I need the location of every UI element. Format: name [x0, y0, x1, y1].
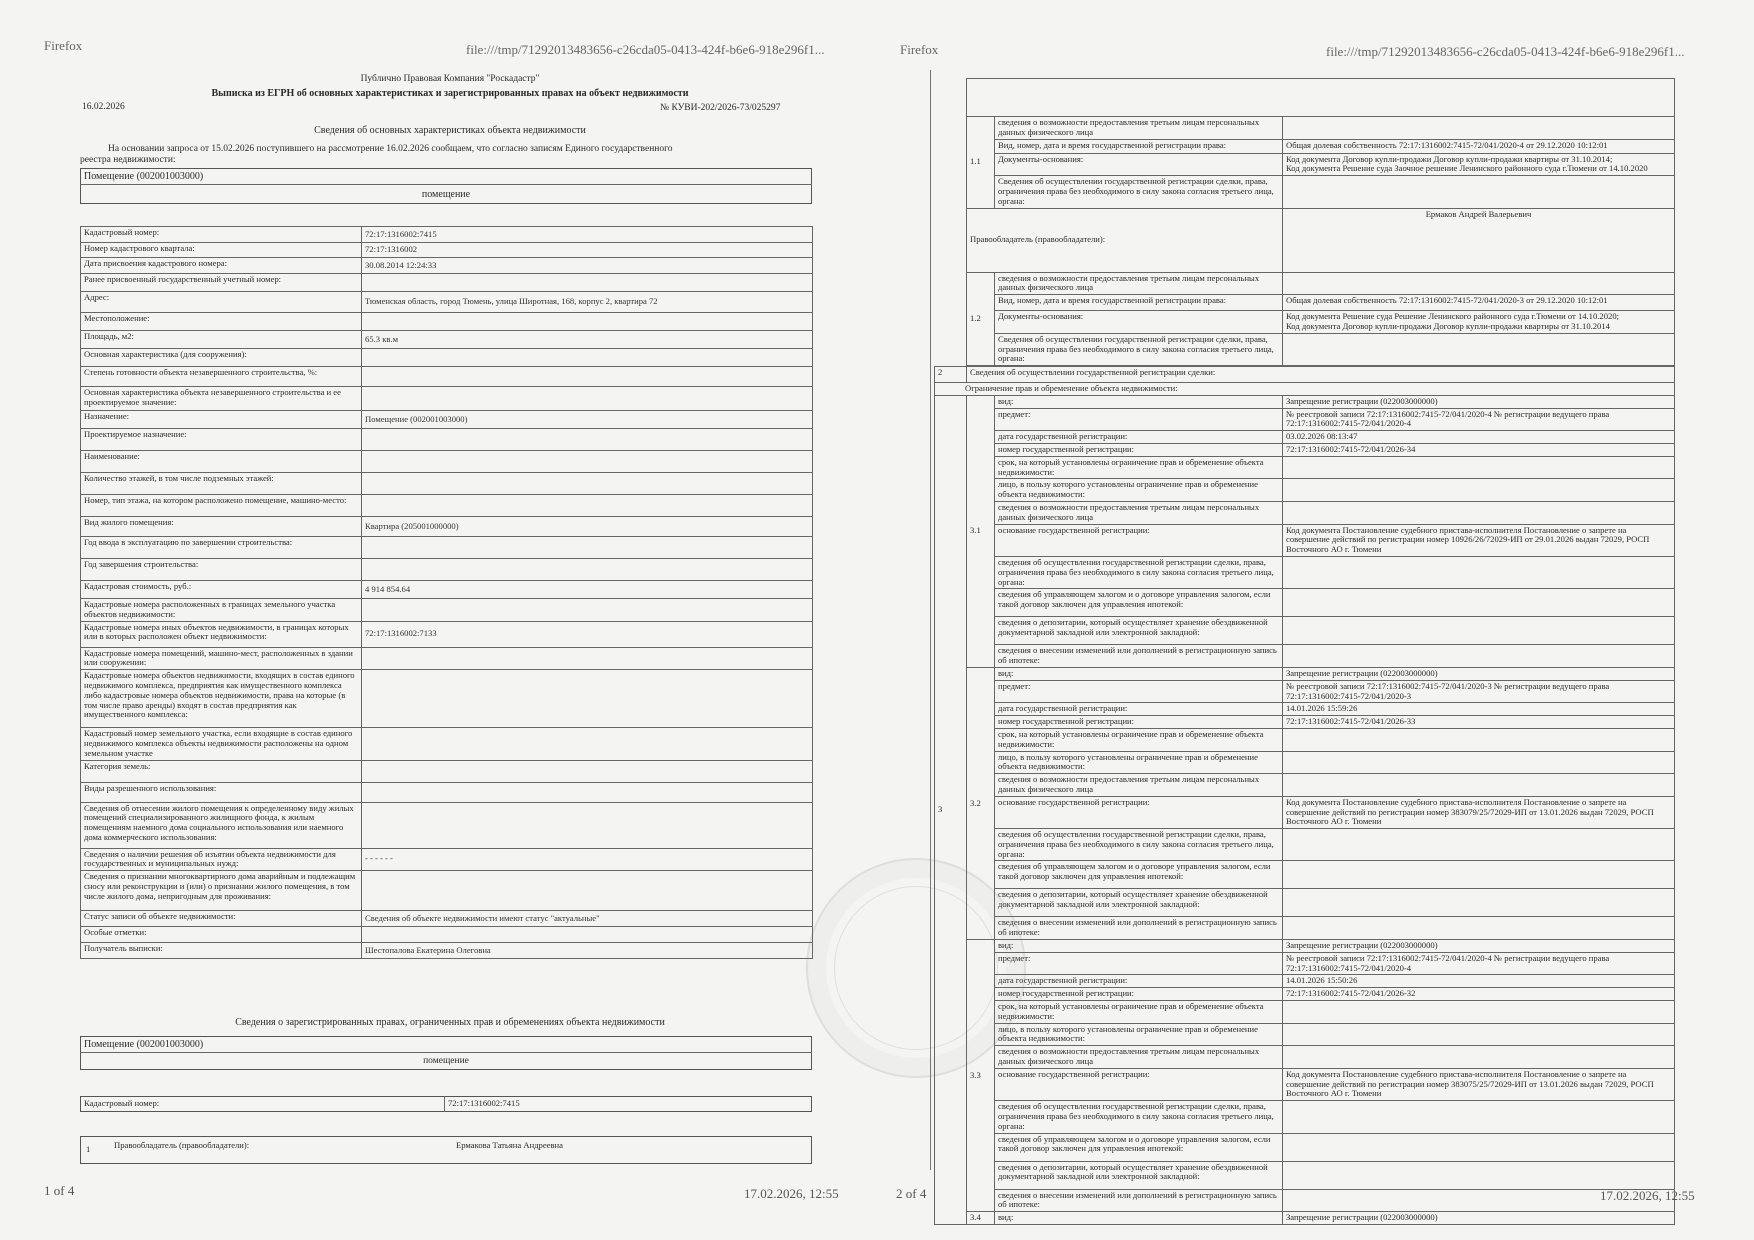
row-label: номер государственной регистрации:	[995, 988, 1283, 1001]
characteristics-row	[81, 227, 813, 243]
row-value	[362, 495, 813, 517]
characteristics-row	[81, 258, 813, 274]
row-label: Сведения об отнесении жилого помещения к определенному виду жилых помещений специализированного жилищного фонда, к жилым помещениям наемного дома социального использования или наемного дома коммерческого использования:	[81, 802, 362, 848]
row-value	[1283, 456, 1675, 479]
object-type: Помещение (002001003000)	[84, 171, 204, 182]
row-value: 72:17:1316002:7415-72/041/2026-33	[1283, 716, 1675, 729]
table-row	[935, 1212, 1675, 1225]
table-row	[935, 774, 1675, 797]
row-value	[362, 367, 813, 387]
row-label: Сведения о признании многоквартирного дома аварийным и подлежащим сносу или реконструкции и (или) о признании жилого помещения, в том числе жилого дома, непригодным для проживания:	[81, 871, 362, 911]
row-value	[362, 802, 813, 848]
table-row	[935, 940, 1675, 953]
row-value	[362, 760, 813, 782]
section-number: 3	[935, 395, 967, 1224]
row-value	[1283, 829, 1675, 861]
row-value: Запрещение регистрации (022003000000)	[1283, 940, 1675, 953]
row-label: предмет:	[995, 680, 1283, 703]
table-row	[935, 589, 1675, 617]
intro-text-1: На основании запроса от 15.02.2026 поступившего на рассмотрение 16.02.2026 сообщаем, что согласно записям Единого государственного	[108, 144, 673, 154]
row-label: Год ввода в эксплуатацию по завершении строительства:	[81, 537, 362, 559]
row-label: вид:	[995, 667, 1283, 680]
row-value: Запрещение регистрации (022003000000)	[1283, 667, 1675, 680]
characteristics-row	[81, 451, 813, 473]
row-label: Год завершения строительства:	[81, 559, 362, 581]
characteristics-row	[81, 313, 813, 331]
row-label: сведения об управляющем залогом и о договоре управления залогом, если такой договор заключен для управления ипотекой:	[995, 861, 1283, 889]
table-row	[935, 751, 1675, 774]
row-value: 14.01.2026 15:50:26	[1283, 975, 1675, 988]
row-label: срок, на который установлены ограничение прав и обременение объекта недвижимости:	[995, 728, 1283, 751]
row-value	[362, 782, 813, 802]
page2-top-table	[966, 78, 1675, 366]
row-label: Адрес:	[81, 292, 362, 313]
row-label: Вид, номер, дата и время государственной регистрации права:	[995, 295, 1283, 311]
rights-object-kind: помещение	[423, 1056, 469, 1066]
row-value	[1283, 861, 1675, 889]
characteristics-row	[81, 243, 813, 258]
row-label: номер государственной регистрации:	[995, 443, 1283, 456]
characteristics-row	[81, 647, 813, 670]
table-row	[935, 1133, 1675, 1161]
doc-date: 16.02.2026	[82, 102, 125, 112]
row-value	[362, 647, 813, 670]
table-row	[935, 1161, 1675, 1189]
row-label: Проектируемое назначение:	[81, 429, 362, 451]
row-label: сведения об управляющем залогом и о договоре управления залогом, если такой договор заключен для управления ипотекой:	[995, 589, 1283, 617]
section-number: 2	[935, 367, 967, 383]
row-label: Кадастровый номер земельного участка, если входящие в состав единого недвижимого комплекса объекты недвижимости расположены на одном земельном участке	[81, 728, 362, 760]
row-value: Запрещение регистрации (022003000000)	[1283, 1212, 1675, 1225]
row-label: Дата присвоения кадастрового номера:	[81, 258, 362, 274]
row-label: Документы-основания:	[995, 311, 1283, 334]
row-label: Назначение:	[81, 411, 362, 429]
row-label: предмет:	[995, 952, 1283, 975]
holder-label: Правообладатель (правообладатели):	[114, 1140, 250, 1150]
characteristics-row	[81, 848, 813, 871]
row-label: дата государственной регистрации:	[995, 975, 1283, 988]
row-label: Кадастровая стоимость, руб.:	[81, 581, 362, 599]
table-row	[935, 431, 1675, 444]
row-label: срок, на который установлены ограничение прав и обременение объекта недвижимости:	[995, 1001, 1283, 1024]
row-label: Вид жилого помещения:	[81, 517, 362, 537]
row-value: Запрещение регистрации (022003000000)	[1283, 395, 1675, 408]
left-file-path: file:///tmp/71292013483656-c26cda05-0413-424f-b6e6-918e296f1...	[466, 42, 825, 57]
section-label: Ограничение прав и обременение объекта недвижимости:	[935, 383, 1675, 396]
table-row	[935, 383, 1675, 396]
row-value: Сведения об объекте недвижимости имеют статус "актуальные"	[362, 911, 813, 927]
table-row	[935, 501, 1675, 524]
rights-cadastral-box	[80, 1096, 812, 1112]
row-label: сведения об осуществлении государственной регистрации сделки, права, ограничения права без необходимого в силу закона согласия третьего лица, органа:	[995, 829, 1283, 861]
entry-number: 1.2	[967, 272, 995, 366]
row-label: вид:	[995, 1212, 1283, 1225]
characteristics-row	[81, 292, 813, 313]
row-value	[1283, 645, 1675, 668]
table-row	[935, 524, 1675, 556]
row-label: основание государственной регистрации:	[995, 1068, 1283, 1100]
characteristics-row	[81, 581, 813, 599]
entry-number: 3.4	[967, 1212, 995, 1225]
row-label: номер государственной регистрации:	[995, 716, 1283, 729]
characteristics-row	[81, 782, 813, 802]
row-value: Общая долевая собственность 72:17:1316002:7415-72/041/2020-3 от 29.12.2020 10:12:01	[1283, 295, 1675, 311]
row-label: Кадастровые номера расположенных в границах земельного участка объектов недвижимости:	[81, 599, 362, 622]
characteristics-row	[81, 473, 813, 495]
row-value: Шестопалова Екатерина Олеговна	[362, 943, 813, 959]
row-label: сведения о депозитарии, который осуществляет хранение обездвиженной документарной закладной или электронной закладной:	[995, 889, 1283, 917]
table-row	[935, 479, 1675, 502]
row-label: вид:	[995, 395, 1283, 408]
row-label: Особые отметки:	[81, 927, 362, 943]
left-app-name: Firefox	[44, 38, 83, 53]
row-value: 72:17:1316002:7133	[362, 621, 813, 647]
row-value	[362, 537, 813, 559]
row-value	[1283, 751, 1675, 774]
characteristics-row	[81, 802, 813, 848]
rights-cadastral-divider	[444, 1096, 445, 1112]
characteristics-row	[81, 274, 813, 292]
table-row	[935, 716, 1675, 729]
characteristics-row	[81, 537, 813, 559]
characteristics-row	[81, 559, 813, 581]
table-row	[935, 617, 1675, 645]
row-label: Основная характеристика объекта незавершенного строительства и ее проектируемое значение:	[81, 387, 362, 411]
row-value	[362, 387, 813, 411]
row-value	[1283, 917, 1675, 940]
rights-section-title: Сведения о зарегистрированных правах, ограниченных прав и обременениях объекта недвижимости	[235, 1017, 665, 1028]
row-label: Кадастровый номер:	[81, 227, 362, 243]
table-row	[935, 1001, 1675, 1024]
row-value: Код документа Постановление судебного пристава-исполнителя Постановление о запрете на совершение действий по регистрации номер 10926/26/72029-ИП от 29.01.2026 выдан 72029, РОСП Восточного АО г. Тюмени	[1283, 524, 1675, 556]
row-value: Код документа Решение суда Решение Ленинского районного суда г.Тюмени от 14.10.2020; Код документа Договор купли-продажи Договор купли-продажи квартиры от 31.10.2014	[1283, 311, 1675, 334]
row-value	[362, 451, 813, 473]
right-holder-name: Ермаков Андрей Валерьевич	[1283, 208, 1675, 272]
row-value	[362, 927, 813, 943]
section-label: Сведения об осуществлении государственной регистрации сделки:	[967, 367, 1675, 383]
row-label: дата государственной регистрации:	[995, 431, 1283, 444]
row-value	[1283, 1046, 1675, 1069]
entry-number: 1.1	[967, 117, 995, 209]
right-page-counter: 2 of 4	[896, 1186, 927, 1201]
row-label: сведения о депозитарии, который осуществляет хранение обездвиженной документарной закладной или электронной закладной:	[995, 1161, 1283, 1189]
left-print-time: 17.02.2026, 12:55	[744, 1186, 839, 1201]
page2-restrictions-table	[934, 366, 1675, 1225]
row-value	[362, 871, 813, 911]
characteristics-row	[81, 927, 813, 943]
table-row	[935, 408, 1675, 431]
row-label: Основная характеристика (для сооружения):	[81, 349, 362, 367]
row-label: сведения о возможности предоставления третьим лицам персональных данных физического лица	[995, 774, 1283, 797]
row-value: Код документа Договор купли-продажи Договор купли-продажи квартиры от 31.10.2014; Код документа Решение суда Заочное решение Ленинского районного суда г.Тюмени от 14.10.2020	[1283, 153, 1675, 176]
table-row	[935, 456, 1675, 479]
rights-cadastral-value: 72:17:1316002:7415	[448, 1098, 520, 1108]
row-value	[1283, 1023, 1675, 1046]
characteristics-row	[81, 871, 813, 911]
row-value	[362, 559, 813, 581]
row-value	[362, 599, 813, 622]
row-value	[1283, 1133, 1675, 1161]
holder-value: Ермакова Татьяна Андреевна	[456, 1140, 563, 1150]
row-label: Виды разрешенного использования:	[81, 782, 362, 802]
row-value	[362, 274, 813, 292]
row-label: Вид, номер, дата и время государственной регистрации права:	[995, 139, 1283, 153]
row-label: сведения об осуществлении государственной регистрации сделки, права, ограничения права без необходимого в силу закона согласия третьего лица, органа:	[995, 1101, 1283, 1133]
row-label: сведения о возможности предоставления третьим лицам персональных данных физического лица	[995, 1046, 1283, 1069]
row-value	[362, 349, 813, 367]
row-label: Количество этажей, в том числе подземных этажей:	[81, 473, 362, 495]
row-value	[362, 473, 813, 495]
row-value: 03.02.2026 08:13:47	[1283, 431, 1675, 444]
row-value	[1283, 272, 1675, 295]
intro-text-2: реестра недвижимости:	[80, 155, 176, 165]
row-value	[1283, 1001, 1675, 1024]
row-value	[1283, 556, 1675, 588]
row-label: сведения о возможности предоставления третьим лицам персональных данных физического лица	[995, 501, 1283, 524]
row-value	[1283, 1161, 1675, 1189]
characteristics-row	[81, 599, 813, 622]
row-label: сведения о возможности предоставления третьим лицам персональных данных физического лица	[995, 272, 1283, 295]
row-label: Ранее присвоенный государственный учетный номер:	[81, 274, 362, 292]
right-app-name: Firefox	[900, 42, 939, 57]
characteristics-row	[81, 495, 813, 517]
row-label: Категория земель:	[81, 760, 362, 782]
table-row	[967, 333, 1675, 365]
row-label: Степень готовности объекта незавершенного строительства, %:	[81, 367, 362, 387]
row-label: вид:	[995, 940, 1283, 953]
doc-number: № КУВИ-202/2026-73/025297	[660, 103, 781, 113]
row-value: 65.3 кв.м	[362, 331, 813, 349]
characteristics-row	[81, 411, 813, 429]
table-row	[935, 703, 1675, 716]
table-row	[967, 139, 1675, 153]
row-label: сведения о возможности предоставления третьим лицам персональных данных физического лица	[995, 117, 1283, 140]
row-label: основание государственной регистрации:	[995, 524, 1283, 556]
row-value	[1283, 117, 1675, 140]
table-row	[967, 153, 1675, 176]
rights-object-type: Помещение (002001003000)	[84, 1039, 204, 1050]
row-label: лицо, в пользу которого установлены ограничение прав и обременение объекта недвижимости:	[995, 1023, 1283, 1046]
table-row	[935, 796, 1675, 828]
row-value	[1283, 176, 1675, 208]
row-label: основание государственной регистрации:	[995, 796, 1283, 828]
left-page-counter: 1 of 4	[44, 1183, 75, 1198]
row-value: 72:17:1316002:7415-72/041/2026-34	[1283, 443, 1675, 456]
characteristics-row	[81, 429, 813, 451]
right-holder-label: Правообладатель (правообладатели):	[967, 208, 1283, 272]
row-value: Общая долевая собственность 72:17:1316002:7415-72/041/2020-4 от 29.12.2020 10:12:01	[1283, 139, 1675, 153]
table-row	[935, 667, 1675, 680]
row-value: Тюменская область, город Тюмень, улица Широтная, 168, корпус 2, квартира 72	[362, 292, 813, 313]
row-value: 72:17:1316002:7415	[362, 227, 813, 243]
row-value	[1283, 589, 1675, 617]
characteristics-row	[81, 911, 813, 927]
rights-cadastral-label: Кадастровый номер:	[84, 1098, 160, 1108]
row-label: срок, на который установлены ограничение прав и обременение объекта недвижимости:	[995, 456, 1283, 479]
entry-number: 3.2	[967, 667, 995, 939]
right-file-path: file:///tmp/71292013483656-c26cda05-0413-424f-b6e6-918e296f1...	[1326, 44, 1685, 59]
table-row	[935, 728, 1675, 751]
object-type-divider	[80, 184, 812, 185]
row-label: лицо, в пользу которого установлены ограничение прав и обременение объекта недвижимости:	[995, 751, 1283, 774]
row-value	[1283, 333, 1675, 365]
row-label: Сведения об осуществлении государственной регистрации сделки, права, ограничения права без необходимого в силу закона согласия третьего лица, органа:	[995, 176, 1283, 208]
characteristics-row	[81, 349, 813, 367]
table-row	[935, 645, 1675, 668]
characteristics-row	[81, 621, 813, 647]
row-value: № реестровой записи 72:17:1316002:7415-72/041/2020-4 № регистрации ведущего права 72:17:1316002:7415-72/041/2020-4	[1283, 952, 1675, 975]
table-row	[935, 556, 1675, 588]
row-label: сведения об осуществлении государственной регистрации сделки, права, ограничения права без необходимого в силу закона согласия третьего лица, органа:	[995, 556, 1283, 588]
row-label: сведения о депозитарии, который осуществляет хранение обездвиженной документарной закладной или электронной закладной:	[995, 617, 1283, 645]
table-row	[967, 295, 1675, 311]
rights-object-divider	[80, 1052, 812, 1053]
table-row	[935, 829, 1675, 861]
blank-cell	[967, 79, 1675, 117]
row-label: сведения о внесении изменений или дополнений в регистрационную запись об ипотеке:	[995, 917, 1283, 940]
table-row	[967, 117, 1675, 140]
table-row	[935, 889, 1675, 917]
right-print-time: 17.02.2026, 12:55	[1600, 1188, 1695, 1203]
row-label: Статус записи об объекте недвижимости:	[81, 911, 362, 927]
object-kind: помещение	[421, 189, 471, 200]
row-value	[362, 728, 813, 760]
characteristics-row	[81, 670, 813, 728]
row-value	[362, 429, 813, 451]
row-value: Квартира (205001000000)	[362, 517, 813, 537]
row-value	[362, 313, 813, 331]
row-value: № реестровой записи 72:17:1316002:7415-72/041/2020-4 № регистрации ведущего права 72:17:1316002:7415-72/041/2020-4	[1283, 408, 1675, 431]
table-row	[967, 272, 1675, 295]
table-row	[935, 975, 1675, 988]
row-value: 4 914 854.64	[362, 581, 813, 599]
row-label: сведения об управляющем залогом и о договоре управления залогом, если такой договор заключен для управления ипотекой:	[995, 1133, 1283, 1161]
table-row	[935, 1101, 1675, 1133]
row-label: сведения о внесении изменений или дополнений в регистрационную запись об ипотеке:	[995, 645, 1283, 668]
row-value	[1283, 728, 1675, 751]
row-value	[362, 670, 813, 728]
table-row	[967, 176, 1675, 208]
characteristics-row	[81, 760, 813, 782]
row-value: 14.01.2026 15:59:26	[1283, 703, 1675, 716]
table-row	[967, 311, 1675, 334]
table-row	[935, 1068, 1675, 1100]
table-row	[935, 1046, 1675, 1069]
row-value: - - - - - -	[362, 848, 813, 871]
table-row	[935, 395, 1675, 408]
row-value	[1283, 774, 1675, 797]
table-row	[935, 367, 1675, 383]
characteristics-row	[81, 331, 813, 349]
row-label: Площадь, м2:	[81, 331, 362, 349]
table-row	[935, 917, 1675, 940]
row-value: № реестровой записи 72:17:1316002:7415-72/041/2020-3 № регистрации ведущего права 72:17:1316002:7415-72/041/2020-3	[1283, 680, 1675, 703]
characteristics-row	[81, 367, 813, 387]
row-value: Помещение (002001003000)	[362, 411, 813, 429]
row-label: Сведения о наличии решения об изъятии объекта недвижимости для государственных и муниципальных нужд:	[81, 848, 362, 871]
row-label: Номер, тип этажа, на котором расположено помещение, машино-место:	[81, 495, 362, 517]
row-label: лицо, в пользу которого установлены ограничение прав и обременение объекта недвижимости:	[995, 479, 1283, 502]
table-row	[935, 443, 1675, 456]
row-label: дата государственной регистрации:	[995, 703, 1283, 716]
row-value	[1283, 479, 1675, 502]
row-value	[1283, 501, 1675, 524]
official-stamp-inner-ring	[834, 886, 998, 1050]
row-value: 72:17:1316002	[362, 243, 813, 258]
table-row	[935, 988, 1675, 1001]
row-label: Кадастровые номера объектов недвижимости, входящих в состав единого недвижимого комплекса, предприятия как имущественного комплекса либо кадастровые номера объектов недвижимости, права на которые (в том числе право аренды) входят в состав предприятия как имущественного комплекса:	[81, 670, 362, 728]
doc-title: Выписка из ЕГРН об основных характеристиках и зарегистрированных правах на объект недвижимости	[211, 88, 689, 99]
row-label: предмет:	[995, 408, 1283, 431]
row-value	[1283, 617, 1675, 645]
row-label: сведения о внесении изменений или дополнений в регистрационную запись об ипотеке:	[995, 1189, 1283, 1212]
row-value	[1283, 889, 1675, 917]
characteristics-row	[81, 728, 813, 760]
row-value: Код документа Постановление судебного пристава-исполнителя Постановление о запрете на совершение действий по регистрации номер 383079/25/72029-ИП от 13.01.2026 выдан 72029, РОСП Восточного АО г. Тюмени	[1283, 796, 1675, 828]
row-value	[1283, 1101, 1675, 1133]
table-row	[935, 1023, 1675, 1046]
row-label: Кадастровые номера иных объектов недвижимости, в границах которых или в которых расположен объект недвижимости:	[81, 621, 362, 647]
characteristics-row	[81, 943, 813, 959]
org-name: Публично Правовая Компания "Роскадастр"	[360, 74, 540, 84]
characteristics-row	[81, 387, 813, 411]
entry-number: 3.1	[967, 395, 995, 667]
entry-number: 3.3	[967, 940, 995, 1212]
section-title-characteristics: Сведения об основных характеристиках объекта недвижимости	[314, 125, 586, 136]
row-label: Номер кадастрового квартала:	[81, 243, 362, 258]
row-label: Получатель выписки:	[81, 943, 362, 959]
table-row	[935, 952, 1675, 975]
table-row	[935, 861, 1675, 889]
row-value: Код документа Постановление судебного пристава-исполнителя Постановление о запрете на совершение действий по регистрации номер 383075/25/72029-ИП от 13.01.2026 выдан 72029, РОСП Восточного АО г. Тюмени	[1283, 1068, 1675, 1100]
row-value: 72:17:1316002:7415-72/041/2026-32	[1283, 988, 1675, 1001]
table-row	[935, 680, 1675, 703]
row-label: Документы-основания:	[995, 153, 1283, 176]
row-label: Наименование:	[81, 451, 362, 473]
table-row	[967, 79, 1675, 117]
row-label: Сведения об осуществлении государственной регистрации сделки, права, ограничения права без необходимого в силу закона согласия третьего лица, органа:	[995, 333, 1283, 365]
row-label: Местоположение:	[81, 313, 362, 331]
row-value: 30.08.2014 12:24:33	[362, 258, 813, 274]
row-label: Кадастровые номера помещений, машино-мест, расположенных в здании или сооружении:	[81, 647, 362, 670]
characteristics-table	[80, 226, 813, 959]
characteristics-row	[81, 517, 813, 537]
table-row	[967, 208, 1675, 272]
table-row	[935, 1189, 1675, 1212]
holder-number: 1	[86, 1144, 91, 1154]
